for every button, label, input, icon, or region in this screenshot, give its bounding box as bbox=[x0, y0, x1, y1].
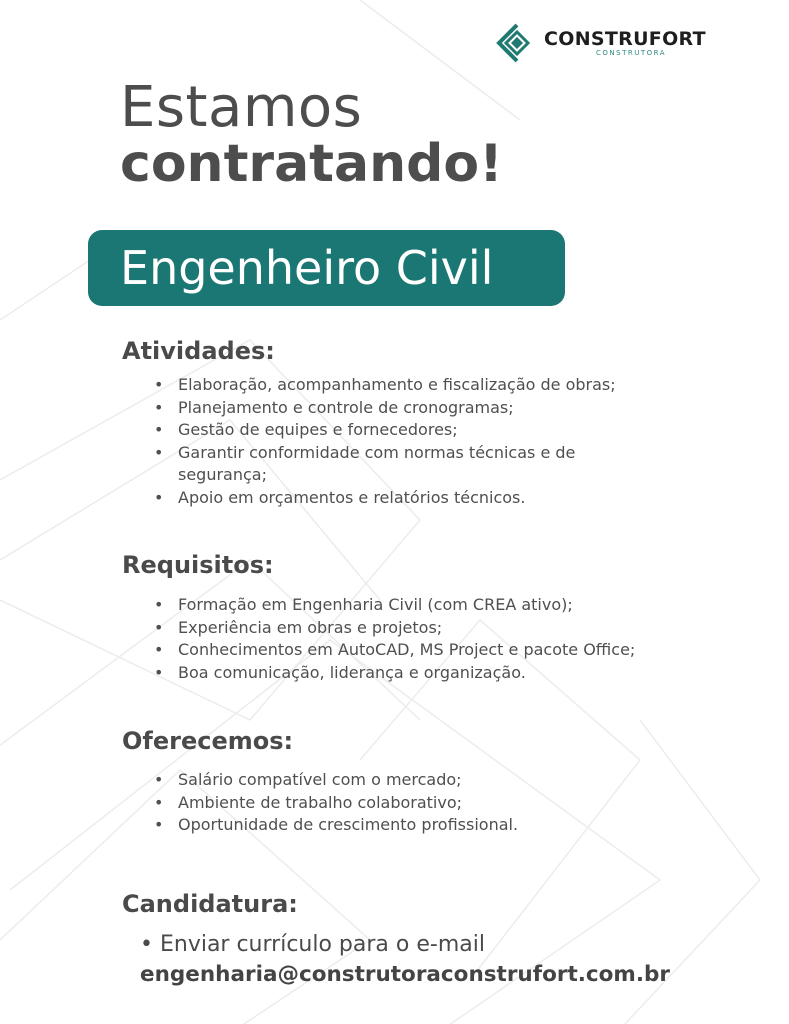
list-item: • Boa comunicação, liderança e organização. bbox=[152, 662, 712, 685]
diamond-chevron-icon bbox=[496, 22, 538, 64]
brand-name: CONSTRUFORT bbox=[544, 27, 706, 50]
section-heading-atividades: Atividades: bbox=[122, 337, 275, 365]
list-atividades bbox=[152, 374, 712, 509]
list-item: • Oportunidade de crescimento profissional. bbox=[152, 814, 712, 837]
list-item: • Gestão de equipes e fornecedores; bbox=[152, 419, 712, 442]
section-heading-candidatura: Candidatura: bbox=[122, 890, 298, 918]
list-item: • Elaboração, acompanhamento e fiscalização de obras; bbox=[152, 374, 712, 397]
list-item: • Garantir conformidade com normas técnicas e de segurança; bbox=[152, 442, 648, 487]
list-item: • Formação em Engenharia Civil (com CREA ativo); bbox=[152, 594, 712, 617]
headline-line2: contratando! bbox=[120, 134, 503, 194]
headline-line1: Estamos bbox=[120, 75, 363, 140]
list-item: • Conhecimentos em AutoCAD, MS Project e pacote Office; bbox=[152, 639, 712, 662]
list-requisitos bbox=[152, 594, 712, 684]
section-heading-oferecemos: Oferecemos: bbox=[122, 727, 294, 755]
section-heading-requisitos: Requisitos: bbox=[122, 551, 274, 579]
list-item: • Planejamento e controle de cronogramas; bbox=[152, 397, 712, 420]
list-item: • Ambiente de trabalho colaborativo; bbox=[152, 792, 712, 815]
brand-subtitle: CONSTRUTORA bbox=[596, 48, 666, 57]
list-oferecemos bbox=[152, 769, 712, 837]
application-email[interactable]: engenharia@construtoraconstrufort.com.br bbox=[140, 962, 670, 987]
list-item: • Apoio em orçamentos e relatórios técnicos. bbox=[152, 487, 712, 510]
job-title-banner bbox=[88, 230, 565, 306]
list-item: • Experiência em obras e projetos; bbox=[152, 617, 712, 640]
list-item: • Salário compatível com o mercado; bbox=[152, 769, 712, 792]
application-instruction: • Enviar currículo para o e-mail bbox=[140, 932, 485, 957]
job-title: Engenheiro Civil bbox=[120, 241, 494, 295]
brand-logo bbox=[496, 22, 706, 64]
